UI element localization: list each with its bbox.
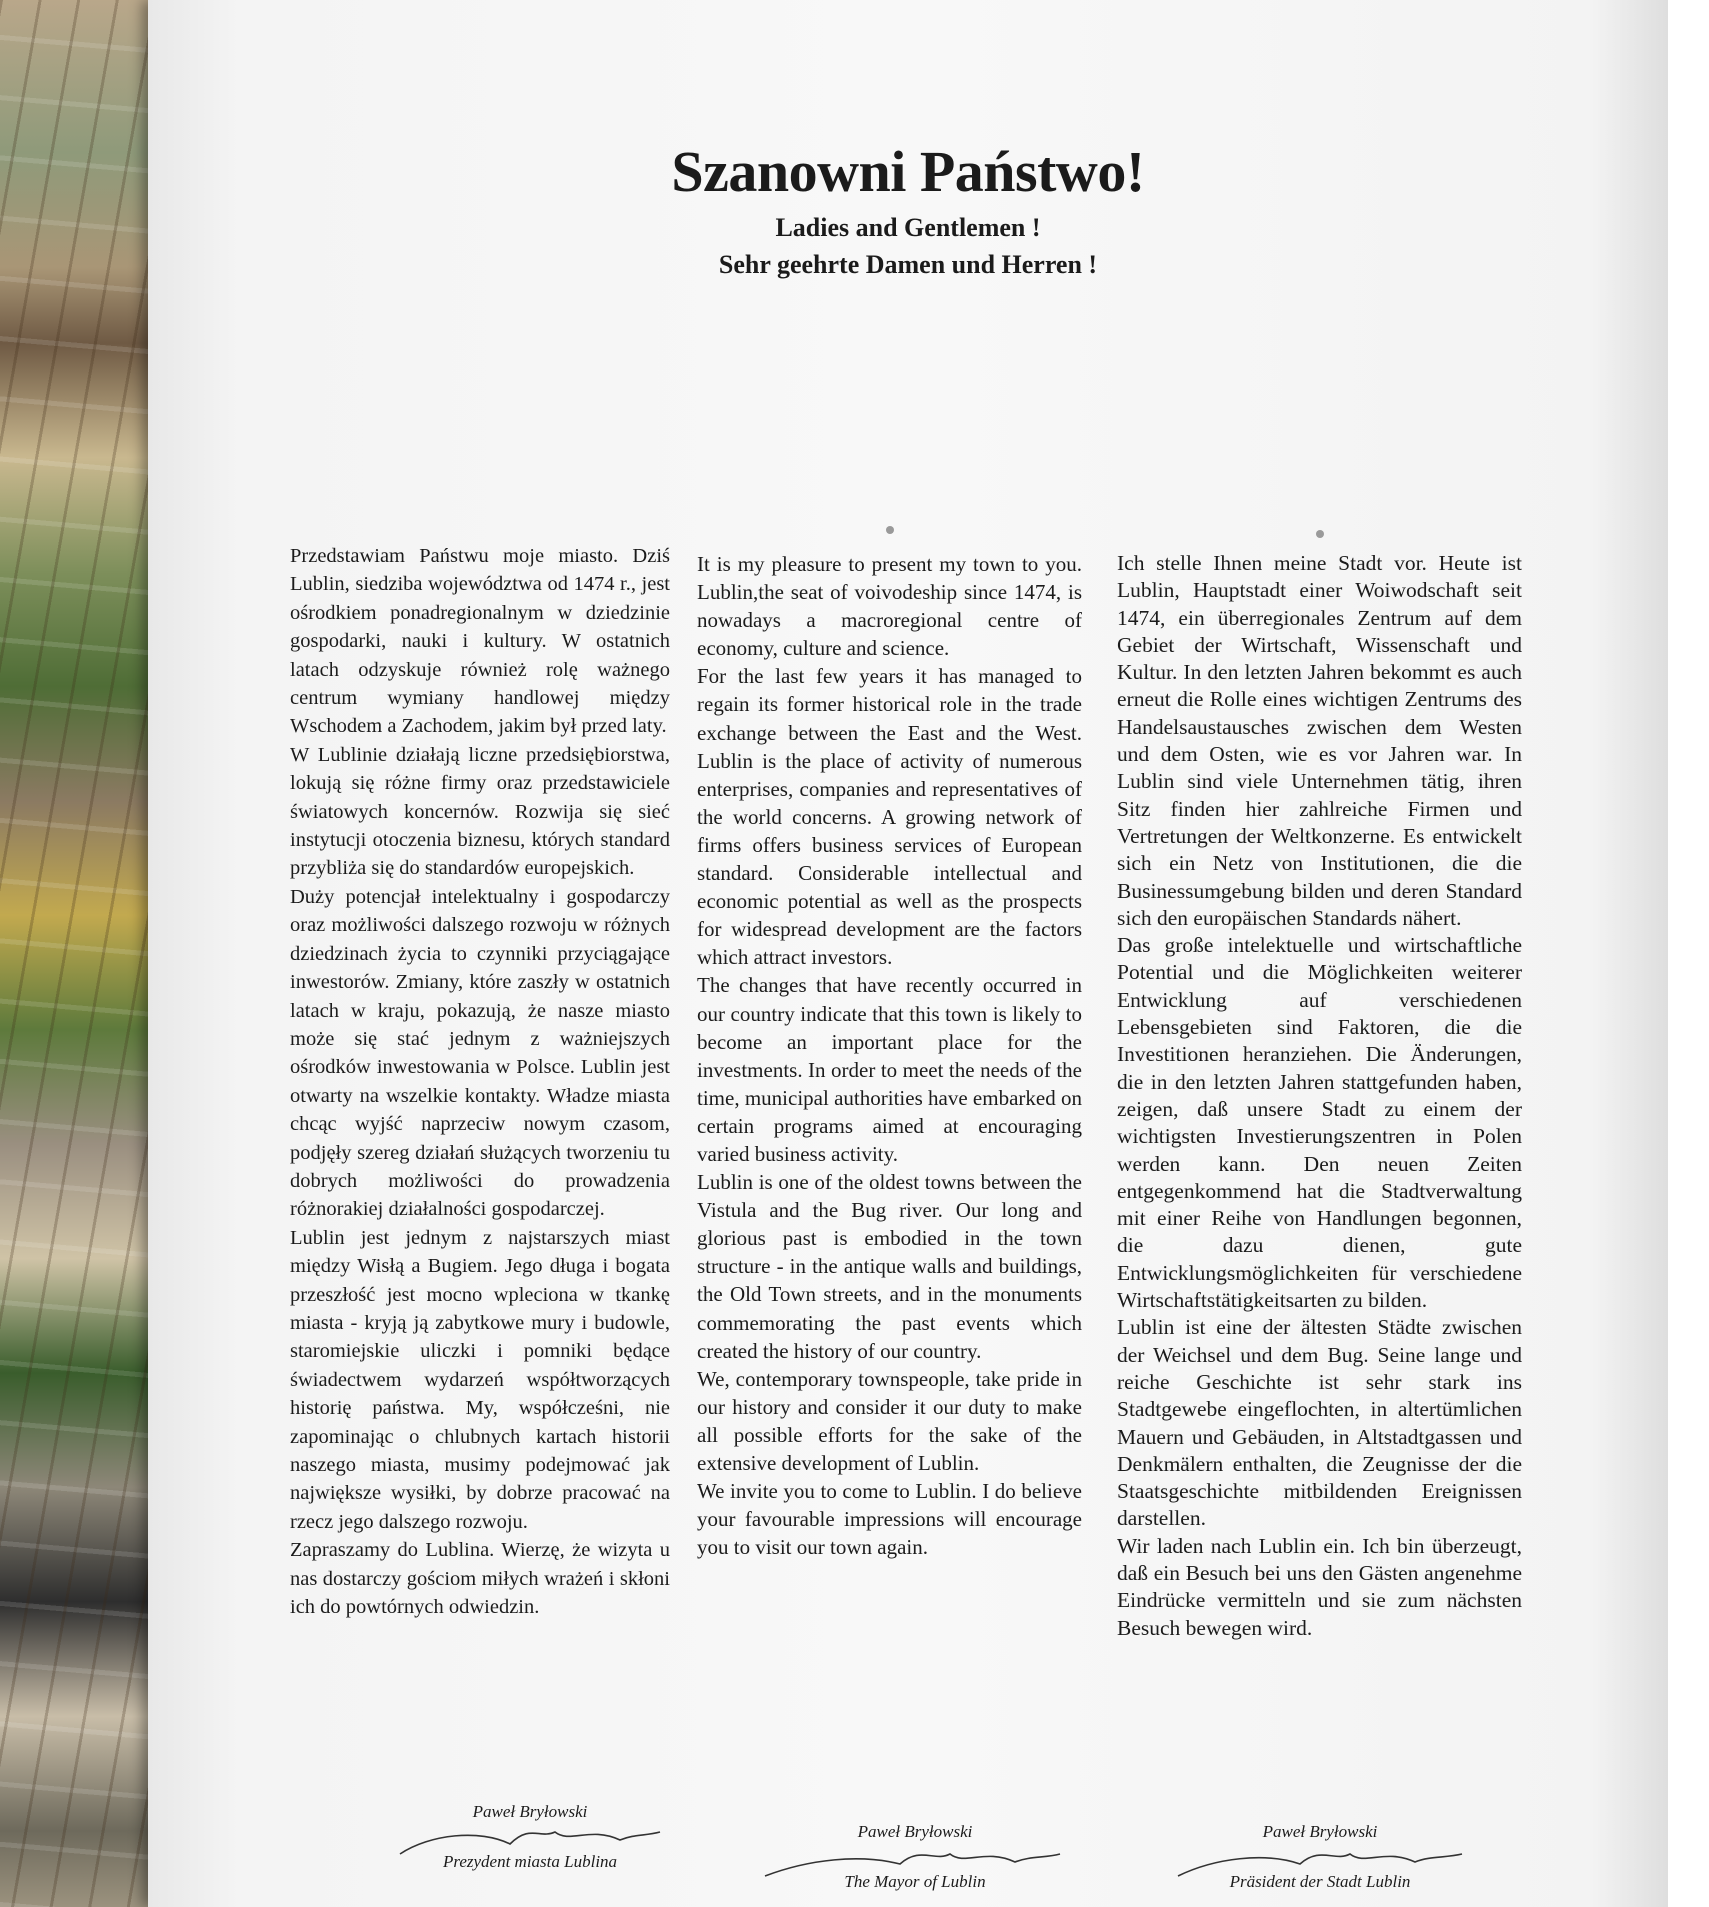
german-paragraph: Wir laden nach Lublin ein. Ich bin überzeugt, daß ein Besuch bei uns den Gästen angenehme Eindrücke vermitteln und sie zum nächsten Besuch bewegen wird. (1117, 1533, 1522, 1640)
handwritten-signature (760, 1834, 1070, 1884)
signatory-role: Präsident der Stadt Lublin (1229, 1872, 1411, 1891)
english-paragraph: The changes that have recently occurred in our country indicate that this town is likely to become an important place for the investments. In order to meet the needs of the time, municipal authorities have embarked on certain programs aimed at encouraging varied business activity. (697, 973, 1082, 1166)
polish-paragraph: Lublin jest jednym z najstarszych miast między Wisłą a Bugiem. Jego długa i bogata przeszłość jest mocno wpleciona w tkankę miasta - kryją ją zabytkowe mury i budowle, staromiejskie uliczki i pomniki będące świadectwem wydarzeń współtworzących historię państwa. My, współcześni, nie zapominając o chlubnych kartach historii naszego miasta, musimy podejmować jak największe wysiłki, by dobrze pracować na rzecz jego dalszego rozwoju. (290, 1226, 670, 1533)
german-column (1117, 550, 1522, 1642)
german-paragraph: Ich stelle Ihnen meine Stadt vor. Heute ist Lublin, Hauptstadt einer Woiwodschaft seit 1474, ein überregionales Zentrum auf dem Gebiet der Wirtschaft, Wissenschaft und Kultur. In den letzten Jahren bekommt es auch erneut die Rolle eines wichtigen Zentrums des Handelsaustausches zwischen dem Westen und dem Osten, wie es vor Jahren war. In Lublin sind viele Unternehmen tätig, ihren Sitz finden hier zahlreiche Firmen und Vertretungen der Weltkonzerne. Es entwickelt sich ein Netz von Institutionen, die die Businessumgebung bilden und deren Standard sich den europäischen Standards nähert. (1117, 551, 1522, 930)
page-background-edge (1668, 0, 1709, 1907)
polish-paragraph: W Lublinie działają liczne przedsiębiorstwa, lokują się różne firmy oraz przedstawiciele światowych koncernów. Rozwija się sieć instytucji otoczenia biznesu, których standard przybliża się do standardów europejskich. (290, 743, 670, 880)
polish-paragraph: Przedstawiam Państwu moje miasto. Dziś Lublin, siedziba województwa od 1474 r., jest ośrodkiem ponadregionalnym w dziedzinie gospodarki, nauki i kultury. W ostatnich latach odzyskuje również rolę ważnego centrum wymiany handlowej między Wschodem a Zachodem, jakim był przed laty. (290, 545, 670, 738)
signature-block-polish (390, 1802, 670, 1872)
signatory-name: Paweł Bryłowski (1262, 1822, 1378, 1841)
signatory-name: Paweł Bryłowski (857, 1822, 973, 1841)
polish-paragraph: Duży potencjał intelektualny i gospodarczy oraz możliwości dalszego rozwoju w różnych dziedzinach życia to czynniki przyciągające inwestorów. Zmiany, które zaszły w ostatnich latach w kraju, pokazują, że nasze miasto może się stać jednym z ważniejszych ośrodków inwestowania w Polsce. Lublin jest otwarty na wszelkie kontakty. Władze miasta chcąc wyjść naprzeciw nowym czasom, podjęły szereg działań służących tworzeniu tu dobrych możliwości do prowadzenia różnorakiej działalności gospodarczej. (290, 885, 670, 1221)
signature-block-english (760, 1822, 1070, 1892)
signatory-role: The Mayor of Lublin (844, 1872, 986, 1891)
english-paragraph: For the last few years it has managed to regain its former historical role in the trade exchange between the East and the West. Lublin is the place of activity of numerous enterprises, companies and representatives of the world concerns. A growing network of firms offers business services of European standard. Considerable intellectual and economic potential as well as the prospects for widespread development are the factors which attract investors. (697, 664, 1082, 970)
polish-column (290, 542, 670, 1621)
german-paragraph: Lublin ist eine der ältesten Städte zwischen der Weichsel und dem Bug. Seine lange und reiche Geschichte ist sehr stark ins Stadtgewebe eingeflochten, in altertümlichen Mauern und Gebäuden, in Altstadtgassen und Denkmälern enthalten, die Zeugnisse der die Staatsgeschichte mitbildenden Ereignissen darstellen. (1117, 1315, 1522, 1531)
english-paragraph: We, contemporary townspeople, take pride in our history and consider it our duty to make all possible efforts for the sake of the extensive development of Lublin. (697, 1366, 1082, 1475)
page-title: Szanowni Państwo! (671, 139, 1145, 204)
subtitle-english: Ladies and Gentlemen ! (775, 213, 1041, 242)
handwritten-signature (390, 1814, 670, 1864)
signature-block-german (1170, 1822, 1470, 1892)
signatory-name: Paweł Bryłowski (472, 1802, 588, 1821)
handwritten-signature (1170, 1834, 1470, 1884)
english-column (697, 550, 1082, 1561)
german-paragraph: Das große intelektuelle und wirtschaftliche Potential und die Möglichkeiten weiterer Entwicklung auf verschiedenen Lebensgebieten sind Faktoren, die die Investitionen heranziehen. Die Änderungen, die in den letzten Jahren stattgefunden haben, zeigen, daß unsere Stadt zu einem der wichtigsten Investierungszentren in Polen werden kann. Den neuen Zeiten entgegenkommend hat die Stadtverwaltung mit einer Reihe von Handlungen begonnen, die dazu dienen, gute Entwicklungsmöglichkeiten für verschiedene Wirtschaftstätigkeitsarten zu bilden. (1117, 933, 1522, 1313)
subtitle-german: Sehr geehrte Damen und Herren ! (718, 250, 1098, 279)
column-ornament-dot (1316, 530, 1324, 538)
english-paragraph: It is my pleasure to present my town to you. Lublin,the seat of voivodeship since 1474, is nowadays a macroregional centre of economy, culture and science. (697, 552, 1082, 661)
english-paragraph: Lublin is one of the oldest towns between the Vistula and the Bug river. Our long and glorious past is embodied in the town structure - in the antique walls and buildings, the Old Town streets, and in the monuments commemorating the past events which created the history of our country. (697, 1170, 1082, 1363)
polish-paragraph: Zapraszamy do Lublina. Wierzę, że wizyta u nas dostarczy gościom miłych wrażeń i skłoni ich do powtórnych odwiedzin. (290, 1539, 670, 1619)
signatory-role: Prezydent miasta Lublina (442, 1852, 618, 1871)
column-ornament-dot (886, 526, 894, 534)
english-paragraph: We invite you to come to Lublin. I do believe your favourable impressions will encourage you to visit our town again. (697, 1479, 1082, 1560)
